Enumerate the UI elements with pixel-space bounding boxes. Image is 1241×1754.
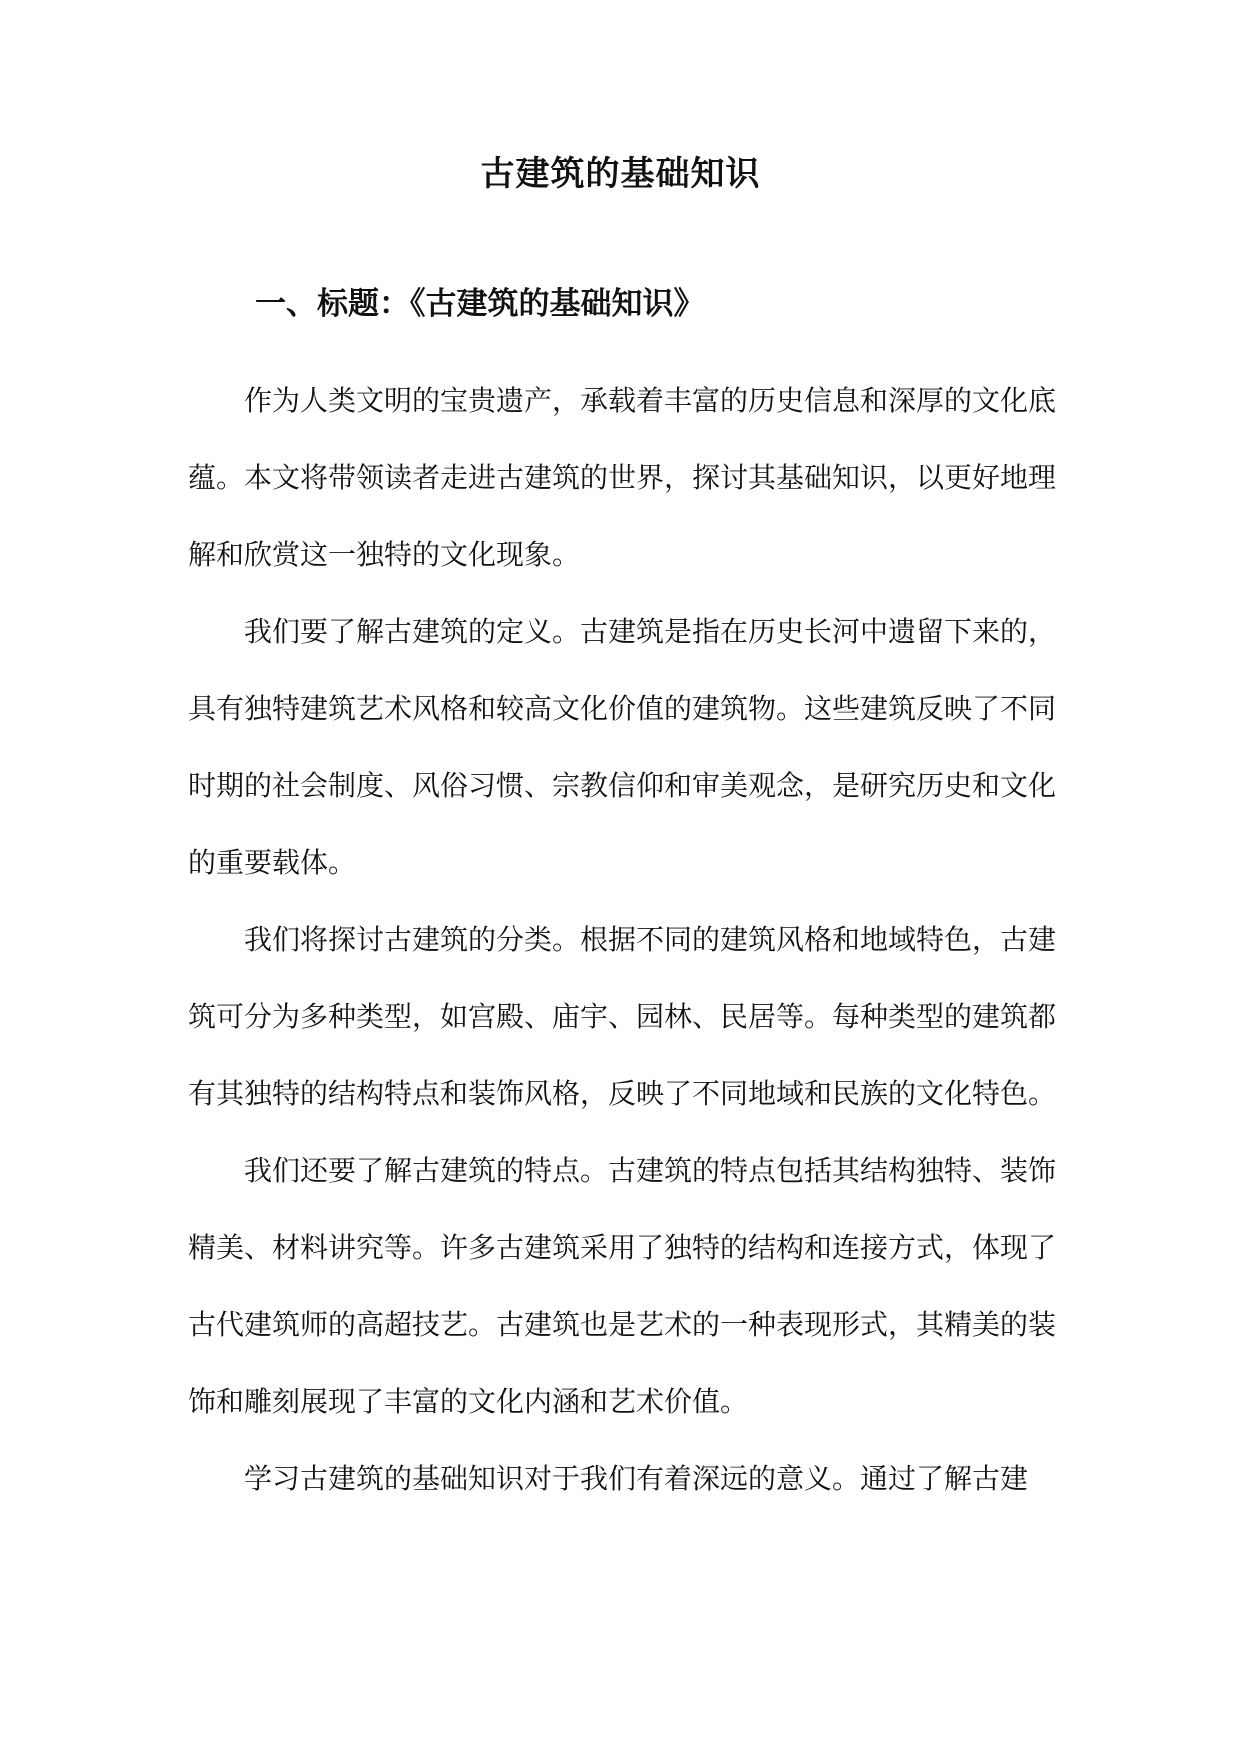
paragraph-classification: 我们将探讨古建筑的分类。根据不同的建筑风格和地域特色，古建筑可分为多种类型，如宫殿、庙宇、园林、民居等。每种类型的建筑都有其独特的结构特点和装饰风格，反映了不同地域和民族的文化特色。 — [188, 923, 1057, 1110]
paragraph-definition: 我们要了解古建筑的定义。古建筑是指在历史长河中遗留下来的，具有独特建筑艺术风格和较高文化价值的建筑物。这些建筑反映了不同时期的社会制度、风俗习惯、宗教信仰和审美观念，是研究历史和文化的重要载体。 — [188, 615, 1057, 879]
paragraph-significance: 学习古建筑的基础知识对于我们有着深远的意义。通过了解古建 — [244, 1462, 1029, 1495]
page-title: 古建筑的基础知识 — [480, 154, 761, 194]
paragraph-intro: 作为人类文明的宝贵遗产，承载着丰富的历史信息和深厚的文化底蕴。本文将带领读者走进古建筑的世界，探讨其基础知识，以更好地理解和欣赏这一独特的文化现象。 — [188, 384, 1057, 571]
section-heading: 一、标题：《古建筑的基础知识》 — [255, 286, 705, 322]
document-body — [188, 362, 1056, 1517]
paragraph-features: 我们还要了解古建筑的特点。古建筑的特点包括其结构独特、装饰精美、材料讲究等。许多古建筑采用了独特的结构和连接方式，体现了古代建筑师的高超技艺。古建筑也是艺术的一种表现形式，其精美的装饰和雕刻展现了丰富的文化内涵和艺术价值。 — [188, 1154, 1057, 1418]
